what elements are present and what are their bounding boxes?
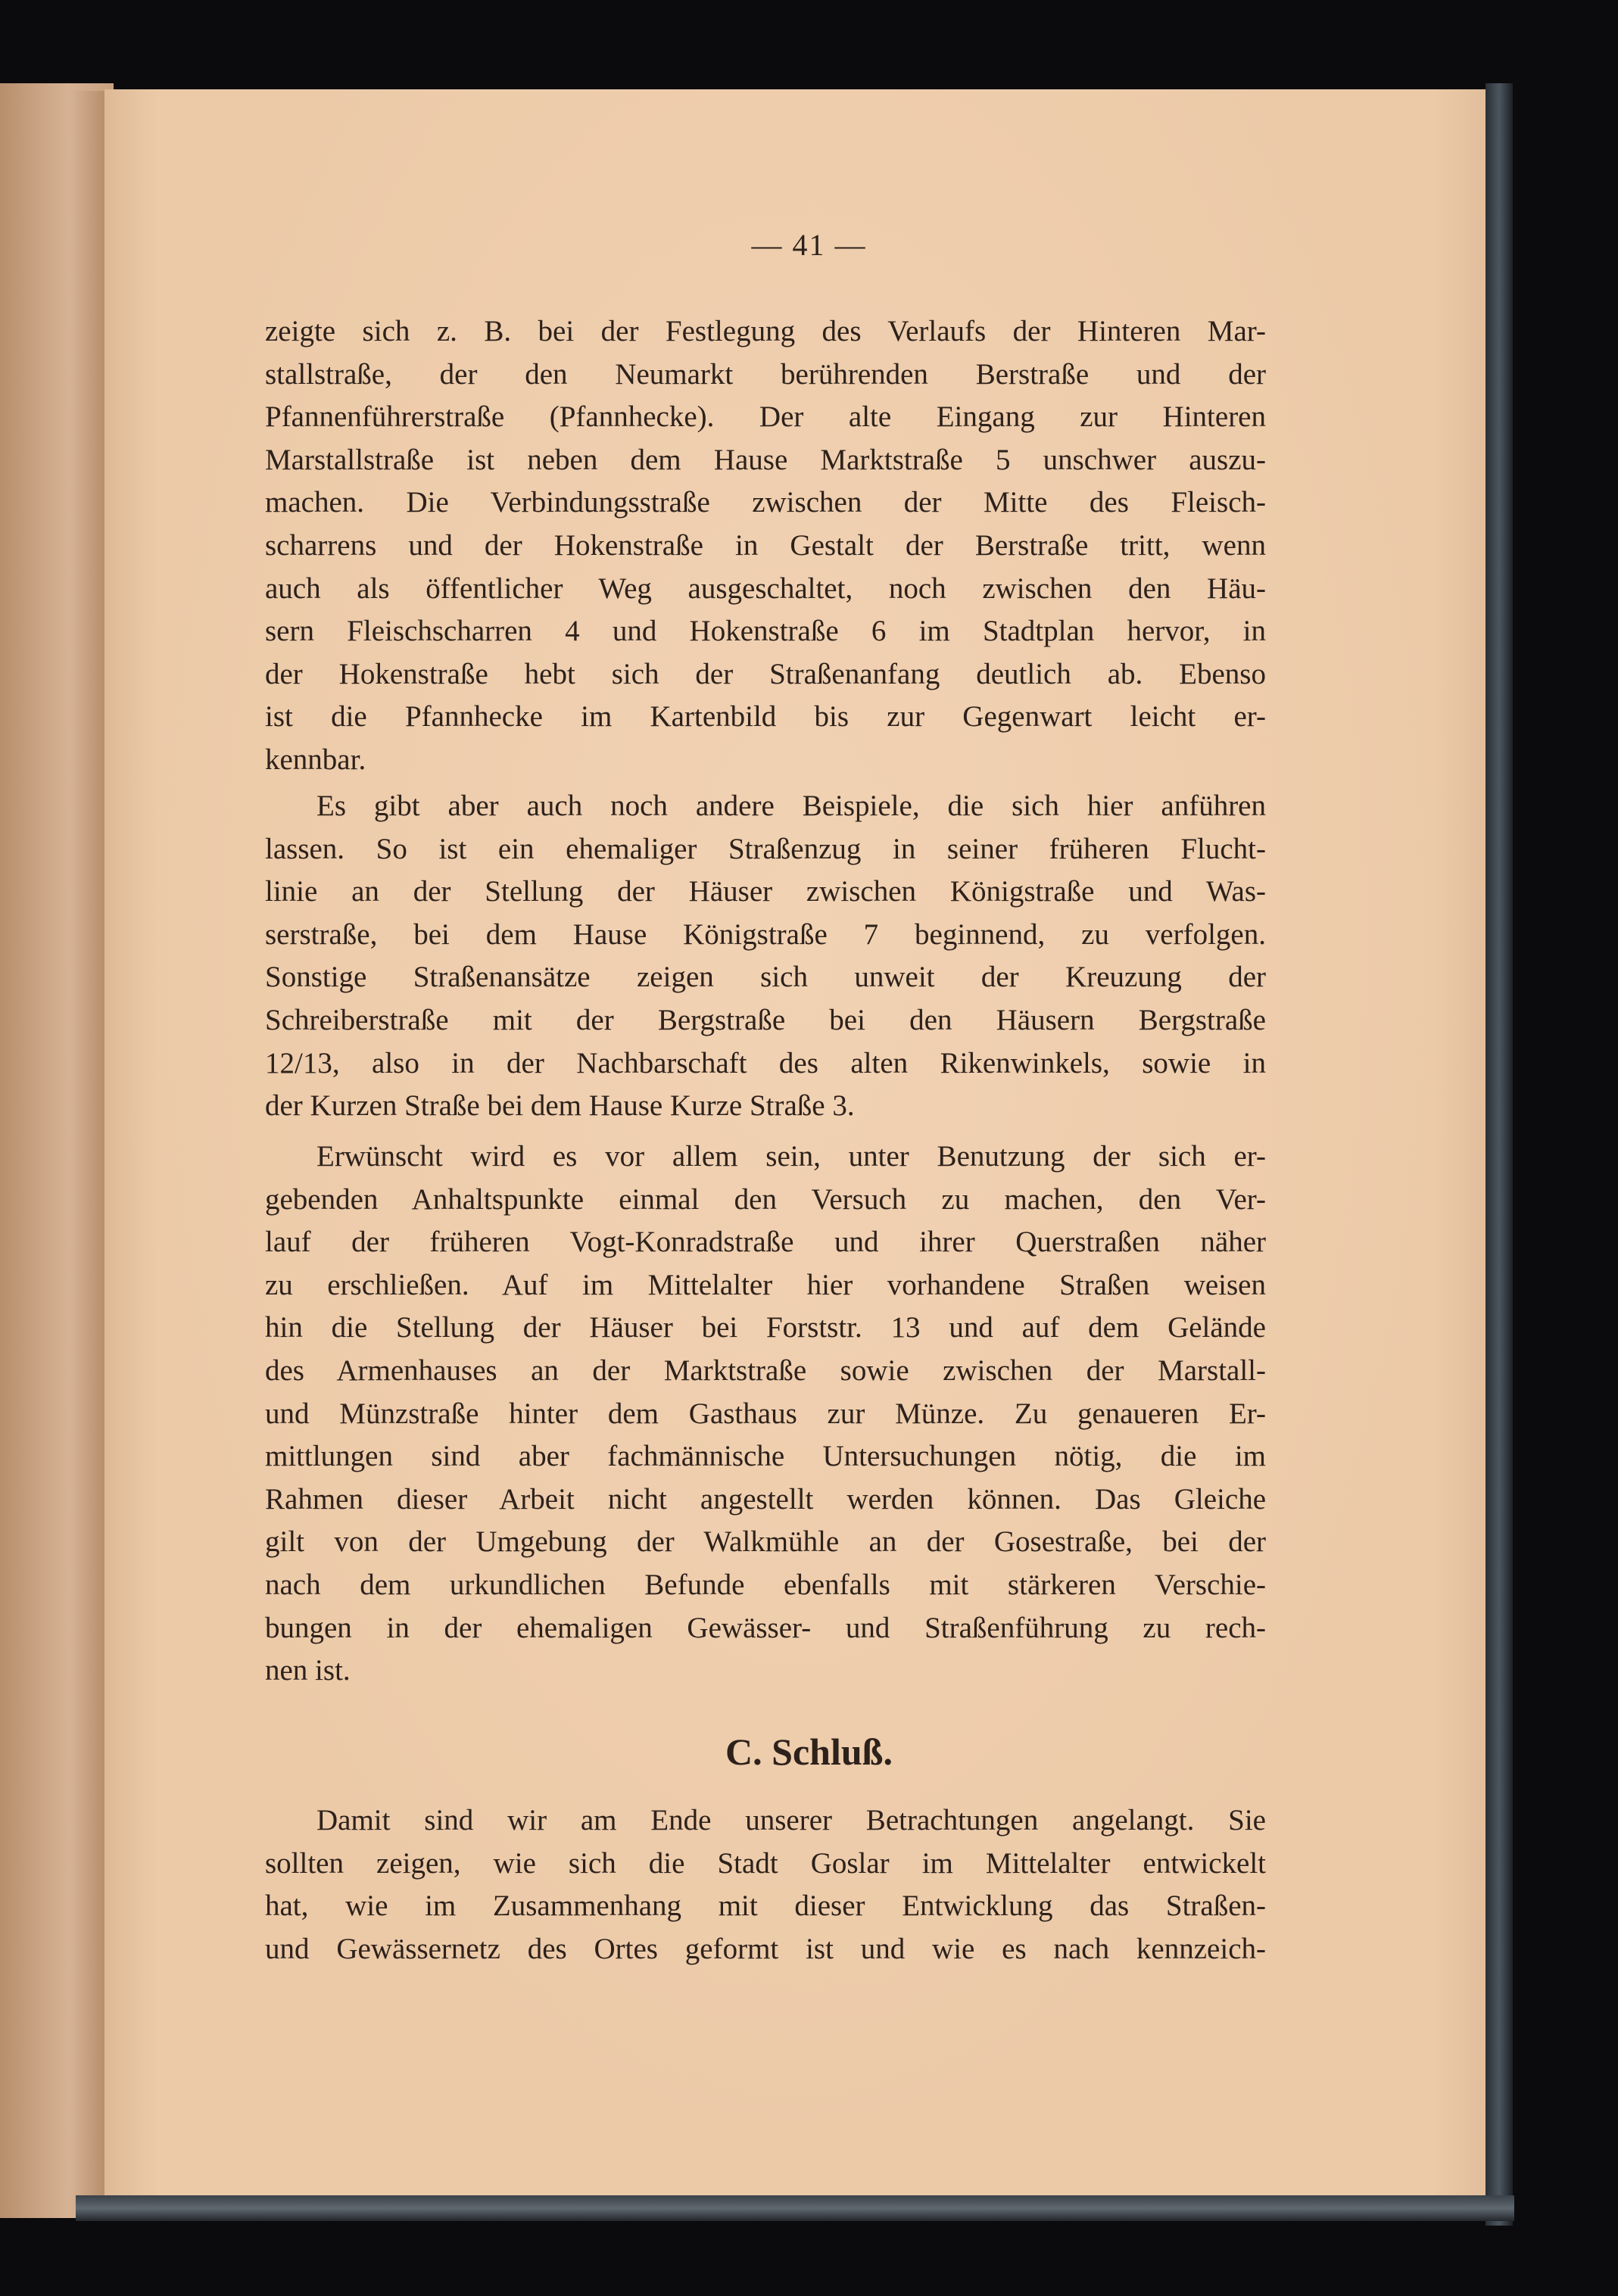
text-line: Schreiberstraße mit der Bergstraße bei den Häusern Bergstraße xyxy=(265,1003,1266,1036)
text-line: nach dem urkundlichen Befunde ebenfalls mit stärkeren Verschie- xyxy=(265,1568,1266,1601)
text-line: ist die Pfannhecke im Kartenbild bis zur Gegenwart leicht er- xyxy=(265,700,1266,734)
text-line: lauf der früheren Vogt-Konradstraße und ihrer Querstraßen näher xyxy=(265,1226,1266,1259)
text-line: gilt von der Umgebung der Walkmühle an der Gosestraße, bei der xyxy=(265,1525,1266,1559)
paragraph-final xyxy=(265,1799,1266,1970)
text-line: und Münzstraße hinter dem Gasthaus zur Münze. Zu genaueren Er- xyxy=(265,1397,1266,1430)
text-line: Sonstige Straßenansätze zeigen sich unweit der Kreuzung der xyxy=(265,961,1266,994)
text-line: bungen in der ehemaligen Gewässer- und Straßenführung zu rech- xyxy=(265,1611,1266,1644)
paragraph-1 xyxy=(265,310,1266,782)
text-line: der Kurzen Straße bei dem Hause Kurze Straße 3. xyxy=(265,1089,855,1123)
text-line: Es gibt aber auch noch andere Beispiele, die sich hier anführen xyxy=(316,790,1266,822)
text-line: machen. Die Verbindungsstraße zwischen der Mitte des Fleisch- xyxy=(265,486,1266,519)
paragraph-3 xyxy=(265,1136,1266,1693)
text-line: stallstraße, der den Neumarkt berührenden Berstraße und der xyxy=(265,357,1266,391)
text-line: Pfannenführerstraße (Pfannhecke). Der alte Eingang zur Hinteren xyxy=(265,400,1266,434)
text-line: scharrens und der Hokenstraße in Gestalt der Berstraße tritt, wenn xyxy=(265,528,1266,562)
text-line: Erwünscht wird es vor allem sein, unter Benutzung der sich er- xyxy=(316,1140,1266,1173)
text-line: der Hokenstraße hebt sich der Straßenanfang deutlich ab. Ebenso xyxy=(265,657,1266,690)
text-line: hin die Stellung der Häuser bei Forststr. 13 und auf dem Gelände xyxy=(265,1311,1266,1344)
text-line: Damit sind wir am Ende unserer Betrachtungen angelangt. Sie xyxy=(316,1804,1266,1836)
text-line: sern Fleischscharren 4 und Hokenstraße 6 im Stadtplan hervor, in xyxy=(265,615,1266,648)
text-line: hat, wie im Zusammenhang mit dieser Entwicklung das Straßen- xyxy=(265,1889,1266,1923)
text-line: linie an der Stellung der Häuser zwischen Königstraße und Was- xyxy=(265,875,1266,908)
text-line: und Gewässernetz des Ortes geformt ist und wie es nach kennzeich- xyxy=(265,1932,1266,1965)
cover-edge-right xyxy=(1486,83,1513,2226)
text-line: auch als öffentlicher Weg ausgeschaltet, noch zwischen den Häu- xyxy=(265,572,1266,605)
cover-edge-bottom xyxy=(76,2195,1514,2221)
page-number: — 41 — xyxy=(751,228,867,262)
text-line: gebenden Anhaltspunkte einmal den Versuch zu machen, den Ver- xyxy=(265,1182,1266,1216)
section-heading: C. Schluß. xyxy=(725,1731,893,1773)
text-line: serstraße, bei dem Hause Königstraße 7 beginnend, zu verfolgen. xyxy=(265,917,1266,951)
text-line: kennbar. xyxy=(265,743,366,776)
text-line: lassen. So ist ein ehemaliger Straßenzug in seiner früheren Flucht- xyxy=(265,832,1266,865)
text-line: 12/13, also in der Nachbarschaft des alten Rikenwinkels, sowie in xyxy=(265,1046,1266,1079)
text-line: sollten zeigen, wie sich die Stadt Goslar im Mittelalter entwickelt xyxy=(265,1846,1266,1880)
paragraph-2 xyxy=(265,785,1266,1128)
text-line: Rahmen dieser Arbeit nicht angestellt werden können. Das Gleiche xyxy=(265,1482,1266,1516)
text-line: zu erschließen. Auf im Mittelalter hier vorhandene Straßen weisen xyxy=(265,1268,1266,1301)
text-line: des Armenhauses an der Marktstraße sowie zwischen der Marstall- xyxy=(265,1354,1266,1387)
text-line: nen ist. xyxy=(265,1654,351,1687)
text-line: Marstallstraße ist neben dem Hause Marktstraße 5 unschwer auszu- xyxy=(265,443,1266,476)
text-line: zeigte sich z. B. bei der Festlegung des Verlaufs der Hinteren Mar- xyxy=(265,315,1266,347)
text-line: mittlungen sind aber fachmännische Untersuchungen nötig, die im xyxy=(265,1440,1266,1473)
